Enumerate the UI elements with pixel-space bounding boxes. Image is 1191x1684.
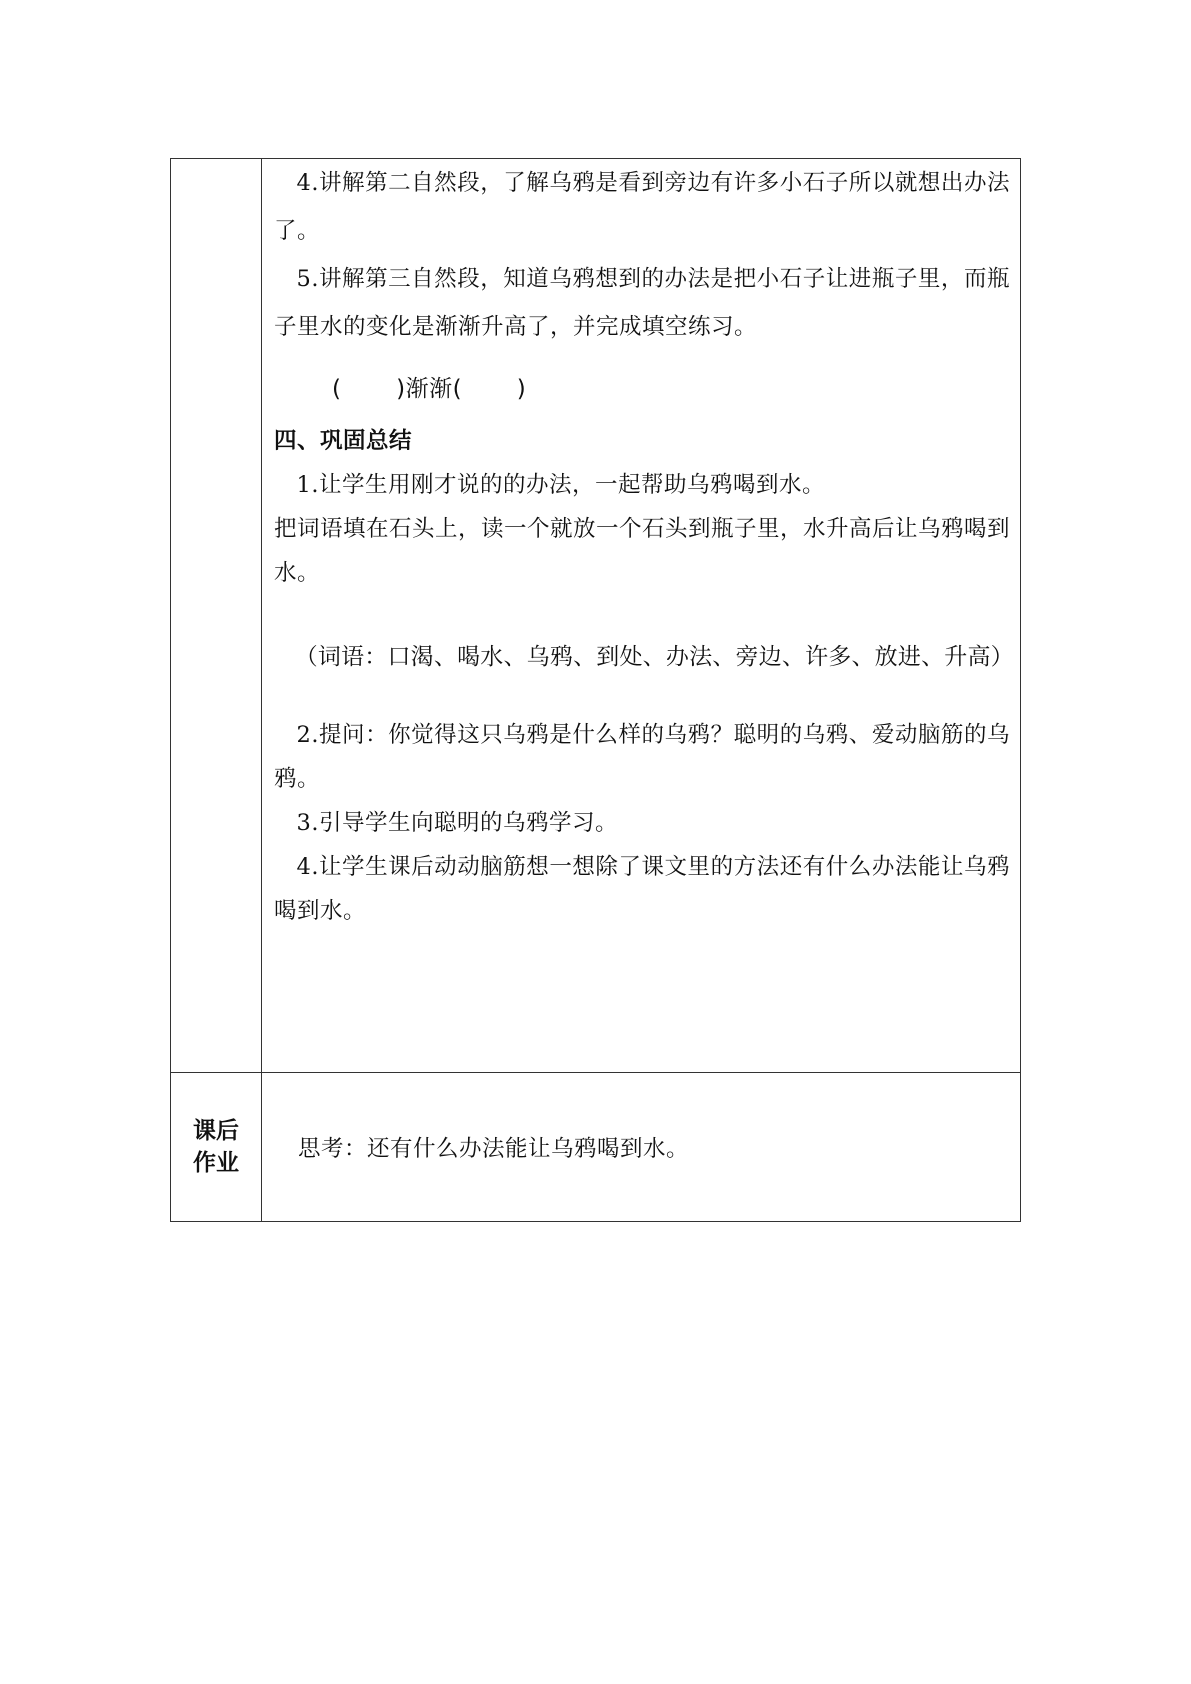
fill-blank-exercise: ( )渐渐( )	[332, 376, 527, 402]
section-4-heading: 四、巩固总结	[274, 428, 413, 454]
consolidate-4-text: 4.让学生课后动动脑筋想一想除了课文里的方法还有什么办法能让乌鸦喝到水。	[274, 854, 1010, 924]
homework-label-cell	[171, 1073, 262, 1222]
homework-content-cell	[262, 1073, 1021, 1222]
vocabulary-list: （词语：口渴、喝水、乌鸦、到处、办法、旁边、许多、放进、升高）	[294, 644, 1014, 670]
homework-text: 思考：还有什么办法能让乌鸦喝到水。	[298, 1136, 690, 1162]
step-5-text: 5.讲解第三自然段，知道乌鸦想到的办法是把小石子让进瓶子里，而瓶子里水的变化是渐渐升高了，并完成填空练习。	[274, 266, 1010, 340]
step-4-text: 4.讲解第二自然段，了解乌鸦是看到旁边有许多小石子所以就想出办法了。	[274, 170, 1010, 244]
homework-label-line-2: 作业	[193, 1150, 239, 1176]
homework-label-line-1: 课后	[193, 1118, 239, 1144]
lesson-plan-table	[170, 158, 1021, 1222]
homework-row	[171, 1073, 1021, 1222]
consolidate-1-detail: 把词语填在石头上，读一个就放一个石头到瓶子里，水升高后让乌鸦喝到水。	[274, 516, 1011, 586]
process-label-cell	[171, 159, 262, 1073]
process-content-cell	[262, 159, 1021, 1073]
consolidate-3-text: 3.引导学生向聪明的乌鸦学习。	[296, 810, 618, 836]
consolidate-1-text: 1.让学生用刚才说的的办法，一起帮助乌鸦喝到水。	[296, 472, 825, 498]
teaching-process-row	[171, 159, 1021, 1073]
consolidate-2-text: 2.提问：你觉得这只乌鸦是什么样的乌鸦？聪明的乌鸦、爱动脑筋的乌鸦。	[274, 722, 1010, 792]
